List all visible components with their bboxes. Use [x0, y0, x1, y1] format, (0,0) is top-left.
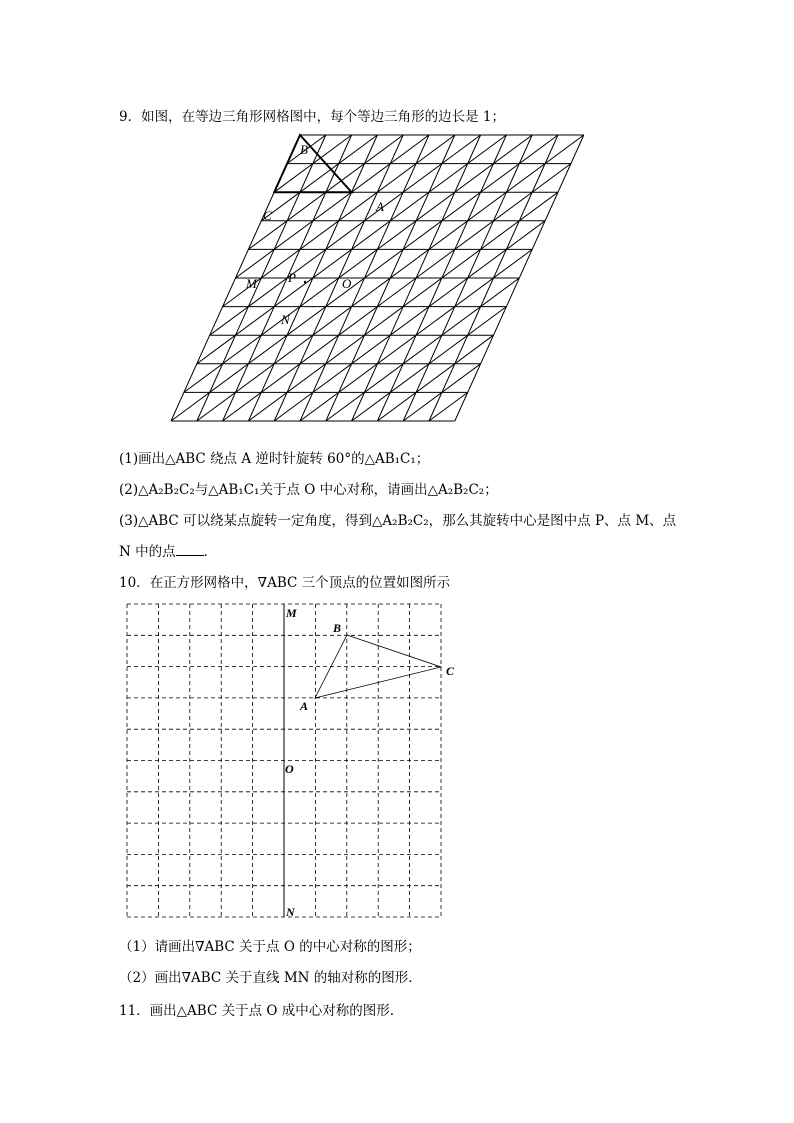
- q9-sub3b: [119, 540, 217, 560]
- q9-intro: 9．如图，在等边三角形网格图中，每个等边三角形的边长是 1；: [119, 109, 505, 125]
- q10-sub2: （2）画出∇ABC 关于直线 MN 的轴对称的图形．: [119, 970, 422, 986]
- label-c: C: [263, 208, 272, 223]
- label-n: N: [281, 312, 290, 327]
- q9-sub3c-text: ．: [203, 544, 218, 560]
- point-p-dot: [304, 281, 306, 283]
- label-n2: N: [286, 905, 295, 919]
- label-o2: O: [285, 762, 294, 776]
- q9-sub1: (1)画出△ABC 绕点 A 逆时针旋转 60°的△AB₁C₁；: [119, 451, 430, 467]
- q10-intro: 10．在正方形网格中，∇ABC 三个顶点的位置如图所示: [119, 575, 451, 591]
- q9-sub2: (2)△A₂B₂C₂与△AB₁C₁关于点 O 中心对称，请画出△A₂B₂C₂；: [119, 482, 498, 498]
- label-a2: A: [300, 699, 309, 713]
- label-b2: B: [333, 621, 342, 635]
- q9-sub3a: (3)△ABC 可以绕某点旋转一定角度，得到△A₂B₂C₂，那么其旋转中心是图中点 P、点 M、点: [119, 513, 677, 529]
- label-c2: C: [446, 664, 455, 678]
- label-m: M: [246, 276, 257, 291]
- q9-sub3b-text: N 中的点: [119, 544, 176, 560]
- label-a: A: [376, 199, 384, 214]
- q10-sub1: （1）请画出∇ABC 关于点 O 的中心对称的图形；: [119, 939, 421, 955]
- q11-intro: 11．画出△ABC 关于点 O 成中心对称的图形.: [119, 1003, 395, 1019]
- label-o: O: [342, 276, 352, 291]
- label-p: P: [288, 270, 296, 285]
- label-b: B: [300, 142, 308, 157]
- label-m2: M: [286, 606, 297, 620]
- answer-blank: [176, 544, 204, 556]
- triangle-grid-lines: [171, 135, 584, 421]
